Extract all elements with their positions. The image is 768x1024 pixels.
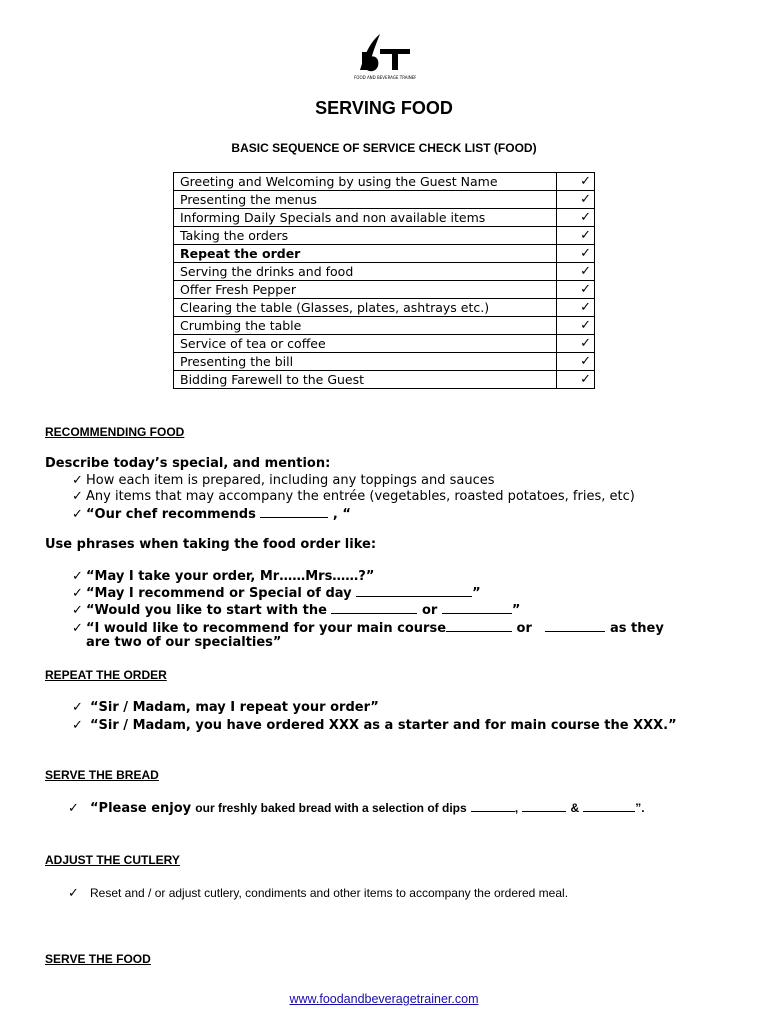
check-icon: ✓ [72, 569, 83, 584]
check-icon: ✓ [557, 191, 595, 209]
page-title: SERVING FOOD [315, 98, 453, 118]
list-item: ✓ “Our chef recommends , “ [72, 507, 351, 522]
logo-tagline: FOOD AND BEVERAGE TRAINER [354, 75, 416, 80]
table-row [174, 245, 595, 263]
list-item: ✓ Any items that may accompany the entrée (vegetables, roasted potatoes, fries, etc) [72, 489, 635, 504]
checklist-label: Service of tea or coffee [174, 335, 557, 353]
list-item-continuation: are two of our specialties” [86, 635, 282, 650]
check-icon: ✓ [72, 621, 83, 636]
website-link[interactable]: www.foodandbeveragetrainer.com [289, 992, 479, 1006]
list-item: ✓ “Sir / Madam, may I repeat your order” [72, 700, 379, 715]
check-icon: ✓ [72, 700, 83, 715]
table-row [174, 335, 595, 353]
service-checklist-table [173, 172, 595, 389]
fbt-logo [350, 30, 416, 82]
serve-bread-heading: SERVE THE BREAD [45, 768, 159, 782]
repeat-order-heading: REPEAT THE ORDER [45, 668, 167, 682]
blank-line [471, 800, 515, 812]
list-item: ✓ “May I recommend or Special of day ” [72, 586, 481, 601]
recommending-food-heading: RECOMMENDING FOOD [45, 425, 185, 439]
logo-graphic [350, 30, 416, 82]
list-item: ✓ Reset and / or adjust cutlery, condiments and other items to accompany the ordered meal. [68, 886, 569, 901]
checklist-label: Informing Daily Specials and non available items [174, 209, 557, 227]
checklist-label: Repeat the order [174, 245, 557, 263]
recommending-intro: Describe today’s special, and mention: [45, 456, 331, 471]
checklist-label: Greeting and Welcoming by using the Guest Name [174, 173, 557, 191]
list-item: ✓ “Would you like to start with the or ” [72, 603, 521, 618]
check-icon: ✓ [68, 801, 79, 816]
check-icon: ✓ [557, 173, 595, 191]
table-row [174, 317, 595, 335]
blank-line [545, 620, 605, 632]
check-icon: ✓ [72, 603, 83, 618]
table-row [174, 191, 595, 209]
check-icon: ✓ [557, 371, 595, 389]
check-icon: ✓ [72, 718, 83, 733]
table-row [174, 371, 595, 389]
blank-line [583, 800, 635, 812]
check-icon: ✓ [557, 245, 595, 263]
footer [0, 992, 768, 1006]
phrases-intro: Use phrases when taking the food order like: [45, 537, 377, 552]
blank-line [331, 602, 417, 614]
checklist-label: Presenting the bill [174, 353, 557, 371]
checklist-label: Taking the orders [174, 227, 557, 245]
table-row [174, 227, 595, 245]
list-item: ✓ “Please enjoy our freshly baked bread with a selection of dips , & ”. [68, 801, 645, 816]
check-icon: ✓ [72, 586, 83, 601]
checklist-label: Presenting the menus [174, 191, 557, 209]
table-row [174, 281, 595, 299]
blank-line [442, 602, 512, 614]
table-row [174, 209, 595, 227]
check-icon: ✓ [557, 353, 595, 371]
check-icon: ✓ [72, 473, 83, 488]
adjust-cutlery-heading: ADJUST THE CUTLERY [45, 853, 180, 867]
serve-food-heading: SERVE THE FOOD [45, 952, 151, 966]
table-row [174, 173, 595, 191]
blank-line [356, 585, 472, 597]
check-icon: ✓ [557, 335, 595, 353]
blank-line [260, 506, 328, 518]
check-icon: ✓ [557, 281, 595, 299]
checklist-label: Clearing the table (Glasses, plates, ashtrays etc.) [174, 299, 557, 317]
table-row [174, 263, 595, 281]
page-subtitle: BASIC SEQUENCE OF SERVICE CHECK LIST (FOOD) [231, 141, 537, 155]
check-icon: ✓ [72, 489, 83, 504]
check-icon: ✓ [557, 299, 595, 317]
checklist-label: Crumbing the table [174, 317, 557, 335]
check-icon: ✓ [557, 263, 595, 281]
list-item: ✓ How each item is prepared, including any toppings and sauces [72, 473, 495, 488]
list-item: ✓ “Sir / Madam, you have ordered XXX as a starter and for main course the XXX.” [72, 718, 677, 733]
check-icon: ✓ [68, 886, 79, 901]
blank-line [446, 620, 512, 632]
table-row [174, 299, 595, 317]
check-icon: ✓ [72, 507, 83, 522]
check-icon: ✓ [557, 317, 595, 335]
table-row [174, 353, 595, 371]
list-item: ✓ “I would like to recommend for your main course or as they [72, 621, 664, 636]
checklist-label: Offer Fresh Pepper [174, 281, 557, 299]
checklist-label: Bidding Farewell to the Guest [174, 371, 557, 389]
list-item: ✓ “May I take your order, Mr……Mrs……?” [72, 569, 375, 584]
checklist-label: Serving the drinks and food [174, 263, 557, 281]
check-icon: ✓ [557, 209, 595, 227]
check-icon: ✓ [557, 227, 595, 245]
blank-line [522, 800, 566, 812]
